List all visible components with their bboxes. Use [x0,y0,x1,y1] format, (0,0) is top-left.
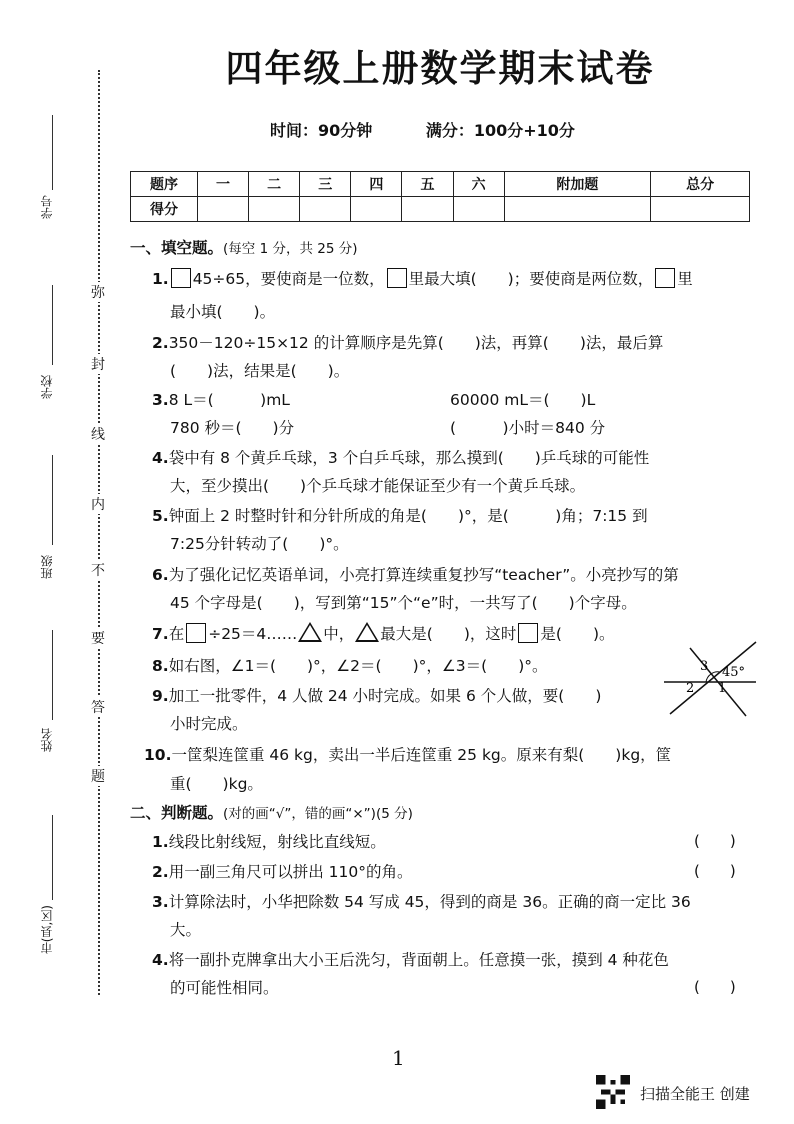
scanner-watermark: 扫描全能王 创建 [640,1085,750,1103]
score-cell[interactable] [198,197,249,222]
angle-label-2: 2 [686,681,695,696]
question-6: 6.为了强化记忆英语单词，小亮打算连续重复抄写“teacher”。小亮抄写的第 [152,566,679,584]
angle-label-1: 1 [718,681,727,696]
triangle-icon [298,622,322,642]
question-3-part3: 780 秒＝( )分 [170,419,295,437]
table-cell: 二 [249,172,300,197]
question-6-cont: 45 个字母是( )，写到第“15”个“e”时，一共写了( )个字母。 [170,594,637,612]
question-2-cont: ( )法，结果是( )。 [170,362,350,380]
page-title: 四年级上册数学期末试卷 [225,47,655,90]
exam-full-score: 满分：100分+10分 [425,121,575,140]
score-table [130,171,750,222]
answer-box[interactable] [518,623,538,643]
seal-word: 封 [89,354,107,374]
table-cell: 题序 [131,172,198,197]
question-3-part4: ( )小时＝840 分 [450,419,606,437]
question-4-cont: 大，至少摸出( )个乒乓球才能保证至少有一个黄乒乓球。 [170,477,586,495]
answer-box[interactable] [186,623,206,643]
seal-word: 题 [89,766,107,786]
angle-figure [660,634,760,720]
table-cell: 总分 [651,172,750,197]
question-3-part2: 60000 mL＝( )L [450,391,596,409]
question-8: 8.如右图，∠1＝( )°，∠2＝( )°，∠3＝( )°。 [152,657,548,675]
judge-question-1: 1.线段比射线短，射线比直线短。 [152,833,386,851]
seal-word: 线 [89,424,107,444]
answer-paren[interactable]: ( ) [694,978,736,996]
question-5: 5.钟面上 2 时整时针和分针所成的角是( )°，是( )角；7:15 到 [152,507,648,525]
name-line[interactable] [52,630,53,720]
qr-code-icon [596,1075,630,1109]
question-1: 1. 45÷65，要使商是一位数， 里最大填( )；要使商是两位数， 里 [152,270,693,288]
judge-question-2: 2.用一副三角尺可以拼出 110°的角。 [152,863,413,881]
school-line[interactable] [52,285,53,365]
table-cell: 五 [402,172,453,197]
table-cell: 四 [351,172,402,197]
class-line[interactable] [52,455,53,545]
seal-word: 内 [89,494,107,514]
judge-question-3: 3.计算除法时，小华把除数 54 写成 45，得到的商是 36。正确的商一定比 36 [152,893,691,911]
question-5-cont: 7:25分针转动了( )°。 [170,535,349,553]
answer-paren[interactable]: ( ) [694,862,736,880]
angle-label-45: 45° [722,665,746,680]
seal-dotted-line [98,70,100,995]
score-cell[interactable] [651,197,750,222]
score-cell[interactable] [402,197,453,222]
class-label: 班级 [40,555,54,579]
answer-paren[interactable]: ( ) [694,832,736,850]
score-table-score-row [131,197,750,222]
student-id-label: 学号 [40,195,54,219]
district-line[interactable] [52,815,53,900]
seal-word: 弥 [89,282,107,302]
question-10: 10.一筐梨连筐重 46 kg，卖出一半后连筐重 25 kg。原来有梨( )kg，筐 [144,746,672,764]
judge-question-4-cont: 的可能性相同。 [170,979,279,997]
judge-question-4: 4.将一副扑克牌拿出大小王后洗匀，背面朝上。任意摸一张，摸到 4 种花色 [152,951,669,969]
score-cell[interactable] [453,197,504,222]
score-cell[interactable] [504,197,651,222]
question-9: 9.加工一批零件，4 人做 24 小时完成。如果 6 个人做，要( ) [152,687,602,705]
answer-box[interactable] [171,268,191,288]
question-2: 2.350－120÷15×12 的计算顺序是先算( )法，再算( )法，最后算 [152,334,664,352]
table-cell: 一 [198,172,249,197]
section-2-heading: 二、判断题。(对的画“√”，错的画“×”)(5 分) [130,804,413,822]
exam-time: 时间：90分钟 [270,121,373,140]
judge-question-3-cont: 大。 [170,921,202,939]
name-label: 姓名 [40,728,54,752]
score-table-header-row [131,172,750,197]
score-cell[interactable] [300,197,351,222]
answer-box[interactable] [387,268,407,288]
question-10-cont: 重( )kg。 [170,775,263,793]
seal-word: 答 [89,697,107,717]
table-cell: 得分 [131,197,198,222]
score-cell[interactable] [351,197,402,222]
student-id-line[interactable] [52,115,53,190]
triangle-icon [355,622,379,642]
question-9-cont: 小时完成。 [170,715,248,733]
school-label: 学校 [40,375,54,399]
angle-label-3: 3 [700,659,709,674]
seal-word: 不 [89,560,107,580]
score-cell[interactable] [249,197,300,222]
page-number: 1 [392,1046,405,1070]
table-cell: 三 [300,172,351,197]
section-1-heading: 一、填空题。(每空 1 分，共 25 分) [130,239,358,257]
question-4: 4.袋中有 8 个黄乒乓球，3 个白乒乓球，那么摸到( )乒乓球的可能性 [152,449,650,467]
question-3: 3.8 L＝( )mL [152,391,290,409]
district-label: 市(县,区) [40,905,54,955]
seal-word: 要 [89,628,107,648]
answer-box[interactable] [655,268,675,288]
question-1-cont: 最小填( )。 [170,303,276,321]
table-cell: 六 [453,172,504,197]
exam-meta [270,118,623,141]
table-cell: 附加题 [504,172,651,197]
question-7: 7.在 ÷25＝4…… 中， 最大是( )，这时 是( )。 [152,622,615,644]
